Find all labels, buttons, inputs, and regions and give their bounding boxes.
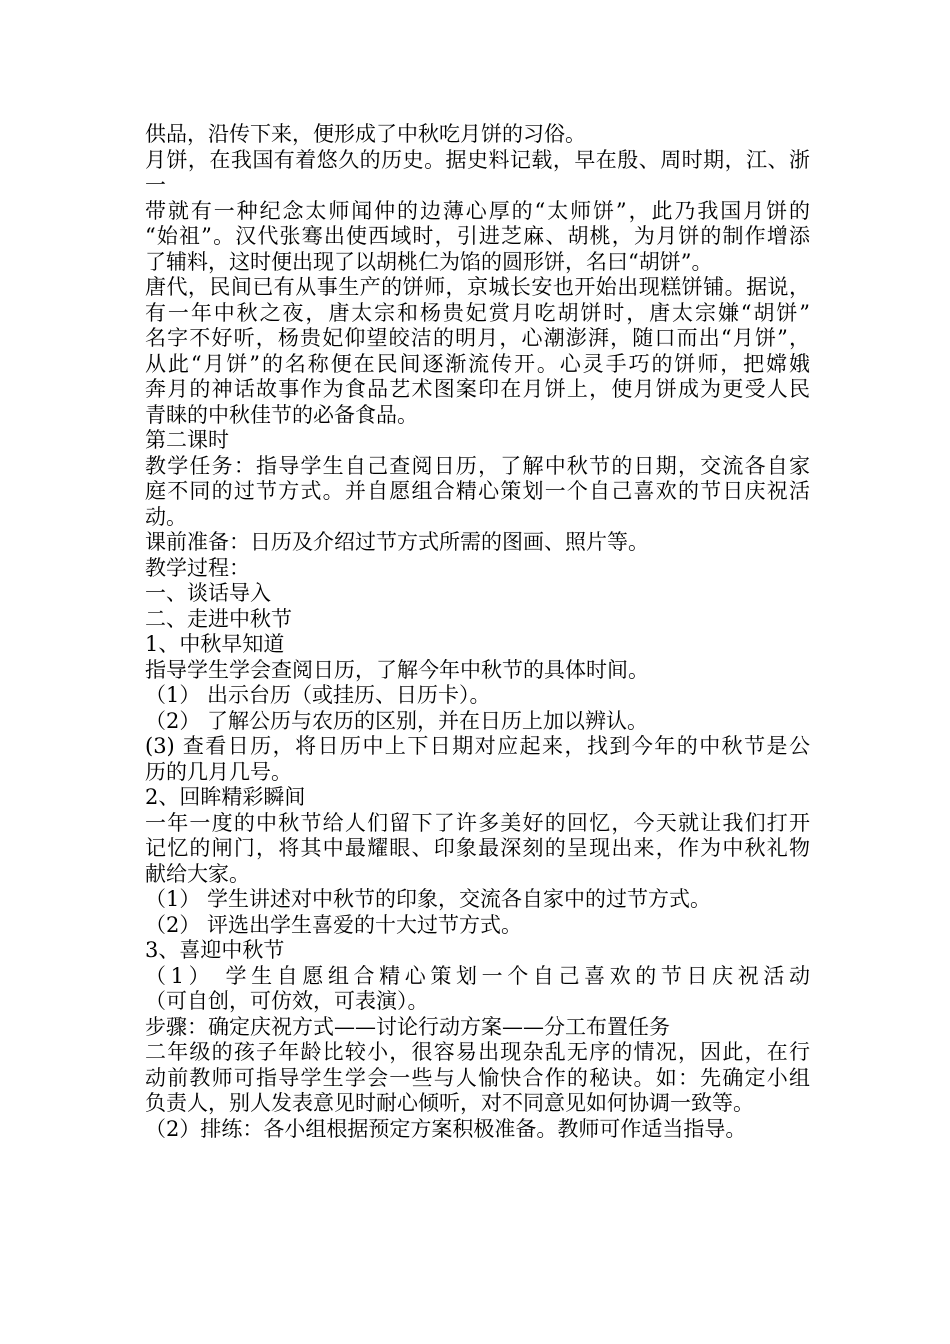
text-line: （2）排练：各小组根据预定方案积极准备。教师可作适当指导。 (145, 1116, 747, 1141)
paragraph (145, 709, 810, 735)
paragraph (145, 938, 810, 964)
text-line: 奔月的神话故事作为食品艺术图案印在月饼上，使月饼成为更受人民 (145, 377, 810, 401)
text-line: 献给大家。 (145, 861, 250, 886)
text-line: 带就有一种纪念太师闻仲的边薄心厚的“太师饼”，此乃我国月饼的 (145, 198, 810, 223)
text-line: （1） 学生自愿组合精心策划一个自己喜欢的节日庆祝活动 (145, 963, 810, 988)
text-line: 动。 (145, 504, 187, 529)
paragraph (145, 275, 810, 428)
text-line: 一、谈话导入 (145, 581, 271, 605)
paragraph (145, 1015, 810, 1041)
text-line: （可自创，可仿效，可表演）。 (145, 989, 429, 1013)
text-line: 唐代，民间已有从事生产的饼师，京城长安也开始出现糕饼铺。据说， (145, 275, 810, 299)
document-page (145, 122, 810, 1142)
text-line: 一年一度的中秋节给人们留下了许多美好的回忆，今天就让我们打开 (145, 810, 810, 835)
text-line: (3) 查看日历，将日历中上下日期对应起来，找到今年的中秋节是公 (145, 734, 810, 758)
text-line: 负责人，别人发表意见时耐心倾听，对不同意见如何协调一致等。 (145, 1091, 754, 1115)
paragraph (145, 683, 810, 709)
text-line: 动前教师可指导学生学会一些与人愉快合作的秘诀。如：先确定小组 (145, 1065, 810, 1090)
text-line: 1、中秋早知道 (145, 632, 285, 656)
paragraph (145, 530, 810, 556)
text-line: 名字不好听，杨贵妃仰望皎洁的明月，心潮澎湃，随口而出“月饼”， (145, 326, 810, 350)
text-line: 教学任务：指导学生自己查阅日历，了解中秋节的日期，交流各自家 (145, 453, 810, 478)
text-line: 庭不同的过节方式。并自愿组合精心策划一个自己喜欢的节日庆祝活 (145, 479, 810, 503)
text-line: 月饼，在我国有着悠久的历史。据史料记载，早在殷、周时期，江、浙一 (145, 147, 810, 197)
paragraph (145, 148, 810, 276)
paragraph (145, 1040, 810, 1117)
paragraph (145, 964, 810, 1015)
paragraph (145, 1117, 810, 1143)
text-line: （2） 评选出学生喜爱的十大过节方式。 (145, 912, 523, 937)
paragraph (145, 556, 810, 582)
text-line: 从此“月饼”的名称便在民间逐渐流传开。心灵手巧的饼师，把嫦娥 (145, 351, 810, 376)
text-line: 历的几月几号。 (145, 759, 292, 784)
text-line: 供品，沿传下来，便形成了中秋吃月饼的习俗。 (145, 122, 586, 146)
text-line: “始祖”。汉代张骞出使西域时，引进芝麻、胡桃，为月饼的制作增添 (145, 224, 810, 248)
text-line: （1） 出示台历（或挂历、日历卡）。 (145, 683, 491, 707)
paragraph (145, 887, 810, 913)
text-line: 有一年中秋之夜，唐太宗和杨贵妃赏月吃胡饼时，唐太宗嫌“胡饼” (145, 300, 810, 325)
text-line: 记忆的闸门，将其中最耀眼、印象最深刻的呈现出来，作为中秋礼物 (145, 836, 810, 860)
text-line: 课前准备：日历及介绍过节方式所需的图画、照片等。 (145, 530, 649, 554)
text-line: （2） 了解公历与农历的区别，并在日历上加以辨认。 (145, 708, 649, 733)
paragraph (145, 632, 810, 658)
text-line: 二年级的孩子年龄比较小，很容易出现杂乱无序的情况，因此，在行 (145, 1040, 810, 1064)
paragraph (145, 785, 810, 811)
paragraph (145, 581, 810, 607)
paragraph (145, 811, 810, 888)
paragraph (145, 734, 810, 785)
paragraph (145, 607, 810, 633)
text-line: 2、回眸精彩瞬间 (145, 785, 306, 809)
text-line: 二、走进中秋节 (145, 606, 292, 631)
text-line: 青睐的中秋佳节的必备食品。 (145, 402, 418, 427)
text-line: 指导学生学会查阅日历，了解今年中秋节的具体时间。 (145, 657, 649, 682)
text-line: 第二课时 (145, 428, 229, 452)
text-line: （1） 学生讲述对中秋节的印象，交流各自家中的过节方式。 (145, 887, 712, 911)
paragraph (145, 428, 810, 454)
text-line: 教学过程： (145, 555, 250, 580)
text-line: 了辅料，这时便出现了以胡桃仁为馅的圆形饼，名曰“胡饼”。 (145, 249, 713, 274)
paragraph (145, 454, 810, 531)
text-line: 步骤：确定庆祝方式——讨论行动方案——分工布置任务 (145, 1014, 670, 1039)
text-line: 3、喜迎中秋节 (145, 938, 285, 962)
paragraph (145, 122, 810, 148)
paragraph (145, 913, 810, 939)
paragraph (145, 658, 810, 684)
